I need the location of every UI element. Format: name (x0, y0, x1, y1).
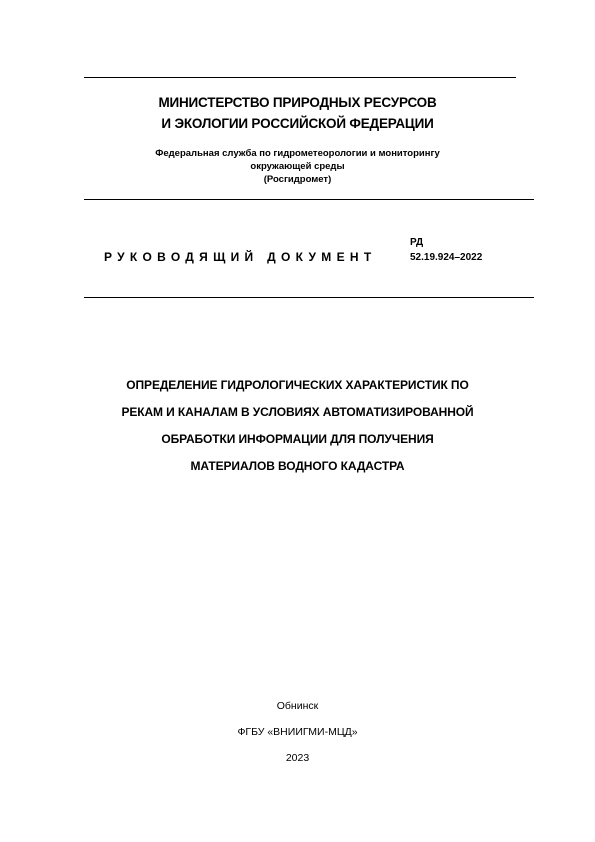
ministry-heading (0, 92, 595, 134)
top-divider (84, 77, 516, 78)
service-heading (0, 147, 595, 186)
title-line-2: РЕКАМ И КАНАЛАМ В УСЛОВИЯХ АВТОМАТИЗИРОВАННОЙ (121, 405, 474, 419)
middle-divider (84, 199, 534, 200)
document-code-number: 52.19.924–2022 (410, 252, 483, 263)
service-line-2: окружающей среды (250, 161, 345, 172)
ministry-line-2: И ЭКОЛОГИИ РОССИЙСКОЙ ФЕДЕРАЦИИ (161, 116, 434, 131)
service-line-1: Федеральная служба по гидрометеорологии и мониторингу (155, 148, 440, 159)
document-code-prefix: РД (410, 237, 424, 248)
imprint-city: Обнинск (276, 700, 319, 712)
title-line-4: МАТЕРИАЛОВ ВОДНОГО КАДАСТРА (190, 459, 405, 473)
document-title (0, 372, 595, 480)
title-line-1: ОПРЕДЕЛЕНИЕ ГИДРОЛОГИЧЕСКИХ ХАРАКТЕРИСТИК ПО (126, 378, 469, 392)
document-code (410, 235, 482, 265)
imprint-year: 2023 (285, 752, 310, 764)
document-type-label: РУКОВОДЯЩИЙ ДОКУМЕНТ (104, 250, 377, 264)
ministry-line-1: МИНИСТЕРСТВО ПРИРОДНЫХ РЕСУРСОВ (158, 95, 437, 110)
bottom-divider (84, 297, 534, 298)
imprint (0, 693, 595, 771)
service-line-3: (Росгидромет) (263, 174, 332, 185)
title-line-3: ОБРАБОТКИ ИНФОРМАЦИИ ДЛЯ ПОЛУЧЕНИЯ (161, 432, 434, 446)
imprint-publisher: ФГБУ «ВНИИГМИ-МЦД» (237, 726, 358, 738)
